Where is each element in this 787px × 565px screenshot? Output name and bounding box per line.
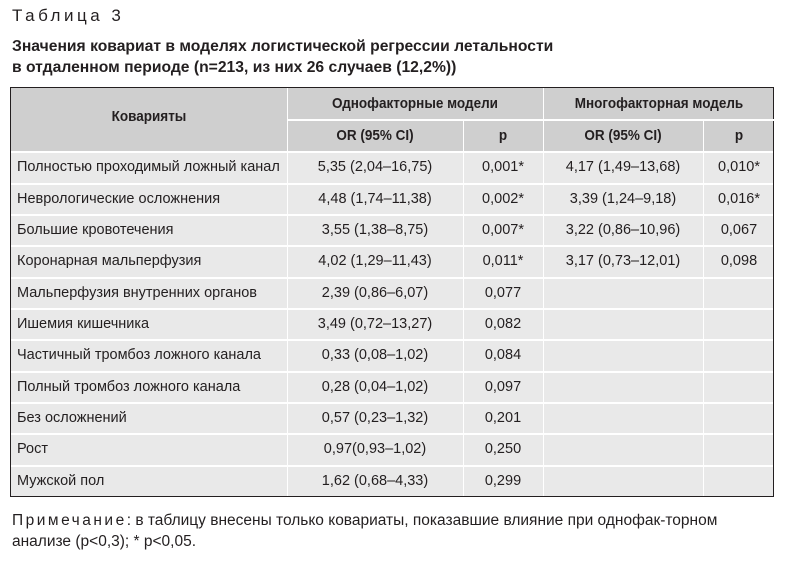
header-multivariate: Многофакторная модель bbox=[574, 95, 744, 112]
cell-covariate: Частичный тромбоз ложного канала bbox=[17, 347, 261, 363]
cell-covariate: Мальперфузия внутренних органов bbox=[17, 285, 258, 301]
cell-or-multivariate: 3,17 (0,73–12,01) bbox=[565, 253, 681, 269]
cell-or-univariate: 0,97(0,93–1,02) bbox=[323, 441, 427, 457]
cell-covariate: Ишемия кишечника bbox=[17, 316, 150, 332]
table-row bbox=[11, 309, 773, 340]
cell-p-multivariate bbox=[703, 372, 775, 403]
cell-p-multivariate bbox=[703, 309, 775, 340]
grid-line bbox=[287, 119, 775, 121]
title-line-2: в отдаленном периоде (n=213, из них 26 случаев (12,2%)) bbox=[12, 59, 457, 76]
cell-or-univariate: 1,62 (0,68–4,33) bbox=[321, 473, 429, 489]
table-row bbox=[11, 278, 773, 309]
table-row bbox=[11, 403, 773, 434]
cell-or-multivariate: 4,17 (1,49–13,68) bbox=[565, 159, 681, 175]
cell-or-multivariate bbox=[543, 434, 703, 465]
cell-p-univariate: 0,097 bbox=[484, 379, 522, 395]
cell-covariate: Полный тромбоз ложного канала bbox=[17, 379, 241, 395]
cell-covariate: Мужской пол bbox=[17, 473, 105, 489]
cell-or-multivariate: 3,22 (0,86–10,96) bbox=[565, 222, 681, 238]
cell-p-univariate: 0,250 bbox=[484, 441, 522, 457]
cell-covariate: Рост bbox=[17, 441, 48, 457]
cell-p-univariate: 0,201 bbox=[484, 410, 522, 426]
cell-or-univariate: 4,02 (1,29–11,43) bbox=[318, 253, 432, 269]
cell-or-univariate: 0,57 (0,23–1,32) bbox=[321, 410, 429, 426]
cell-or-univariate: 0,28 (0,04–1,02) bbox=[321, 379, 429, 395]
table-caption: Таблица 3 bbox=[12, 6, 125, 25]
cell-p-multivariate: 0,016* bbox=[718, 191, 760, 207]
cell-or-multivariate bbox=[543, 309, 703, 340]
cell-or-univariate: 0,33 (0,08–1,02) bbox=[321, 347, 429, 363]
header-p-multivariate: p bbox=[734, 127, 744, 144]
table-row bbox=[11, 215, 773, 246]
cell-p-univariate: 0,077 bbox=[484, 285, 522, 301]
title-line-1: Значения ковариат в моделях логистической регрессии летальности bbox=[12, 38, 554, 55]
cell-p-multivariate: 0,010* bbox=[718, 159, 760, 175]
cell-or-univariate: 3,49 (0,72–13,27) bbox=[317, 316, 433, 332]
cell-or-multivariate bbox=[543, 278, 703, 309]
cell-p-univariate: 0,007* bbox=[482, 222, 524, 238]
table-row bbox=[11, 184, 773, 215]
cell-or-univariate: 3,55 (1,38–8,75) bbox=[321, 222, 429, 238]
cell-or-multivariate bbox=[543, 340, 703, 371]
header-covariates: Коварияты bbox=[111, 108, 187, 125]
cell-p-univariate: 0,082 bbox=[484, 316, 522, 332]
table-row bbox=[11, 434, 773, 465]
table-row bbox=[11, 372, 773, 403]
cell-p-univariate: 0,011* bbox=[482, 253, 524, 269]
table-row bbox=[11, 246, 773, 277]
table-note bbox=[12, 510, 774, 552]
cell-p-multivariate bbox=[703, 278, 775, 309]
cell-p-univariate: 0,084 bbox=[484, 347, 522, 363]
cell-p-multivariate: 0,098 bbox=[720, 253, 758, 269]
cell-p-multivariate: 0,067 bbox=[720, 222, 758, 238]
header-p-univariate: p bbox=[498, 127, 508, 144]
cell-covariate: Неврологические осложнения bbox=[17, 191, 221, 207]
cell-covariate: Большие кровотечения bbox=[17, 222, 174, 238]
cell-or-multivariate bbox=[543, 466, 703, 497]
cell-or-multivariate: 3,39 (1,24–9,18) bbox=[569, 191, 677, 207]
data-table bbox=[10, 87, 774, 497]
cell-or-univariate: 5,35 (2,04–16,75) bbox=[317, 159, 433, 175]
cell-or-univariate: 2,39 (0,86–6,07) bbox=[321, 285, 429, 301]
cell-p-univariate: 0,002* bbox=[482, 191, 524, 207]
header-univariate: Однофакторные модели bbox=[332, 95, 498, 112]
cell-covariate: Без осложнений bbox=[17, 410, 127, 426]
note-label: Примечание bbox=[12, 512, 127, 529]
table-row bbox=[11, 340, 773, 371]
cell-p-univariate: 0,299 bbox=[484, 473, 522, 489]
cell-p-multivariate bbox=[703, 403, 775, 434]
cell-p-univariate: 0,001* bbox=[482, 159, 524, 175]
table-row bbox=[11, 466, 773, 497]
cell-or-multivariate bbox=[543, 403, 703, 434]
cell-covariate: Полностью проходимый ложный канал bbox=[17, 159, 280, 175]
header-or-ci-univariate: OR (95% CI) bbox=[336, 127, 414, 144]
note-text: : в таблицу внесены только ковариаты, показавшие влияние при однофак-торном анализе (p<0,3); * p<0,05. bbox=[12, 512, 718, 550]
header-or-ci-multivariate: OR (95% CI) bbox=[584, 127, 662, 144]
cell-p-multivariate bbox=[703, 434, 775, 465]
cell-or-univariate: 4,48 (1,74–11,38) bbox=[318, 191, 432, 207]
table-title bbox=[12, 36, 757, 78]
cell-p-multivariate bbox=[703, 466, 775, 497]
cell-or-multivariate bbox=[543, 372, 703, 403]
cell-p-multivariate bbox=[703, 340, 775, 371]
cell-covariate: Коронарная мальперфузия bbox=[17, 253, 202, 269]
table-row bbox=[11, 152, 773, 183]
